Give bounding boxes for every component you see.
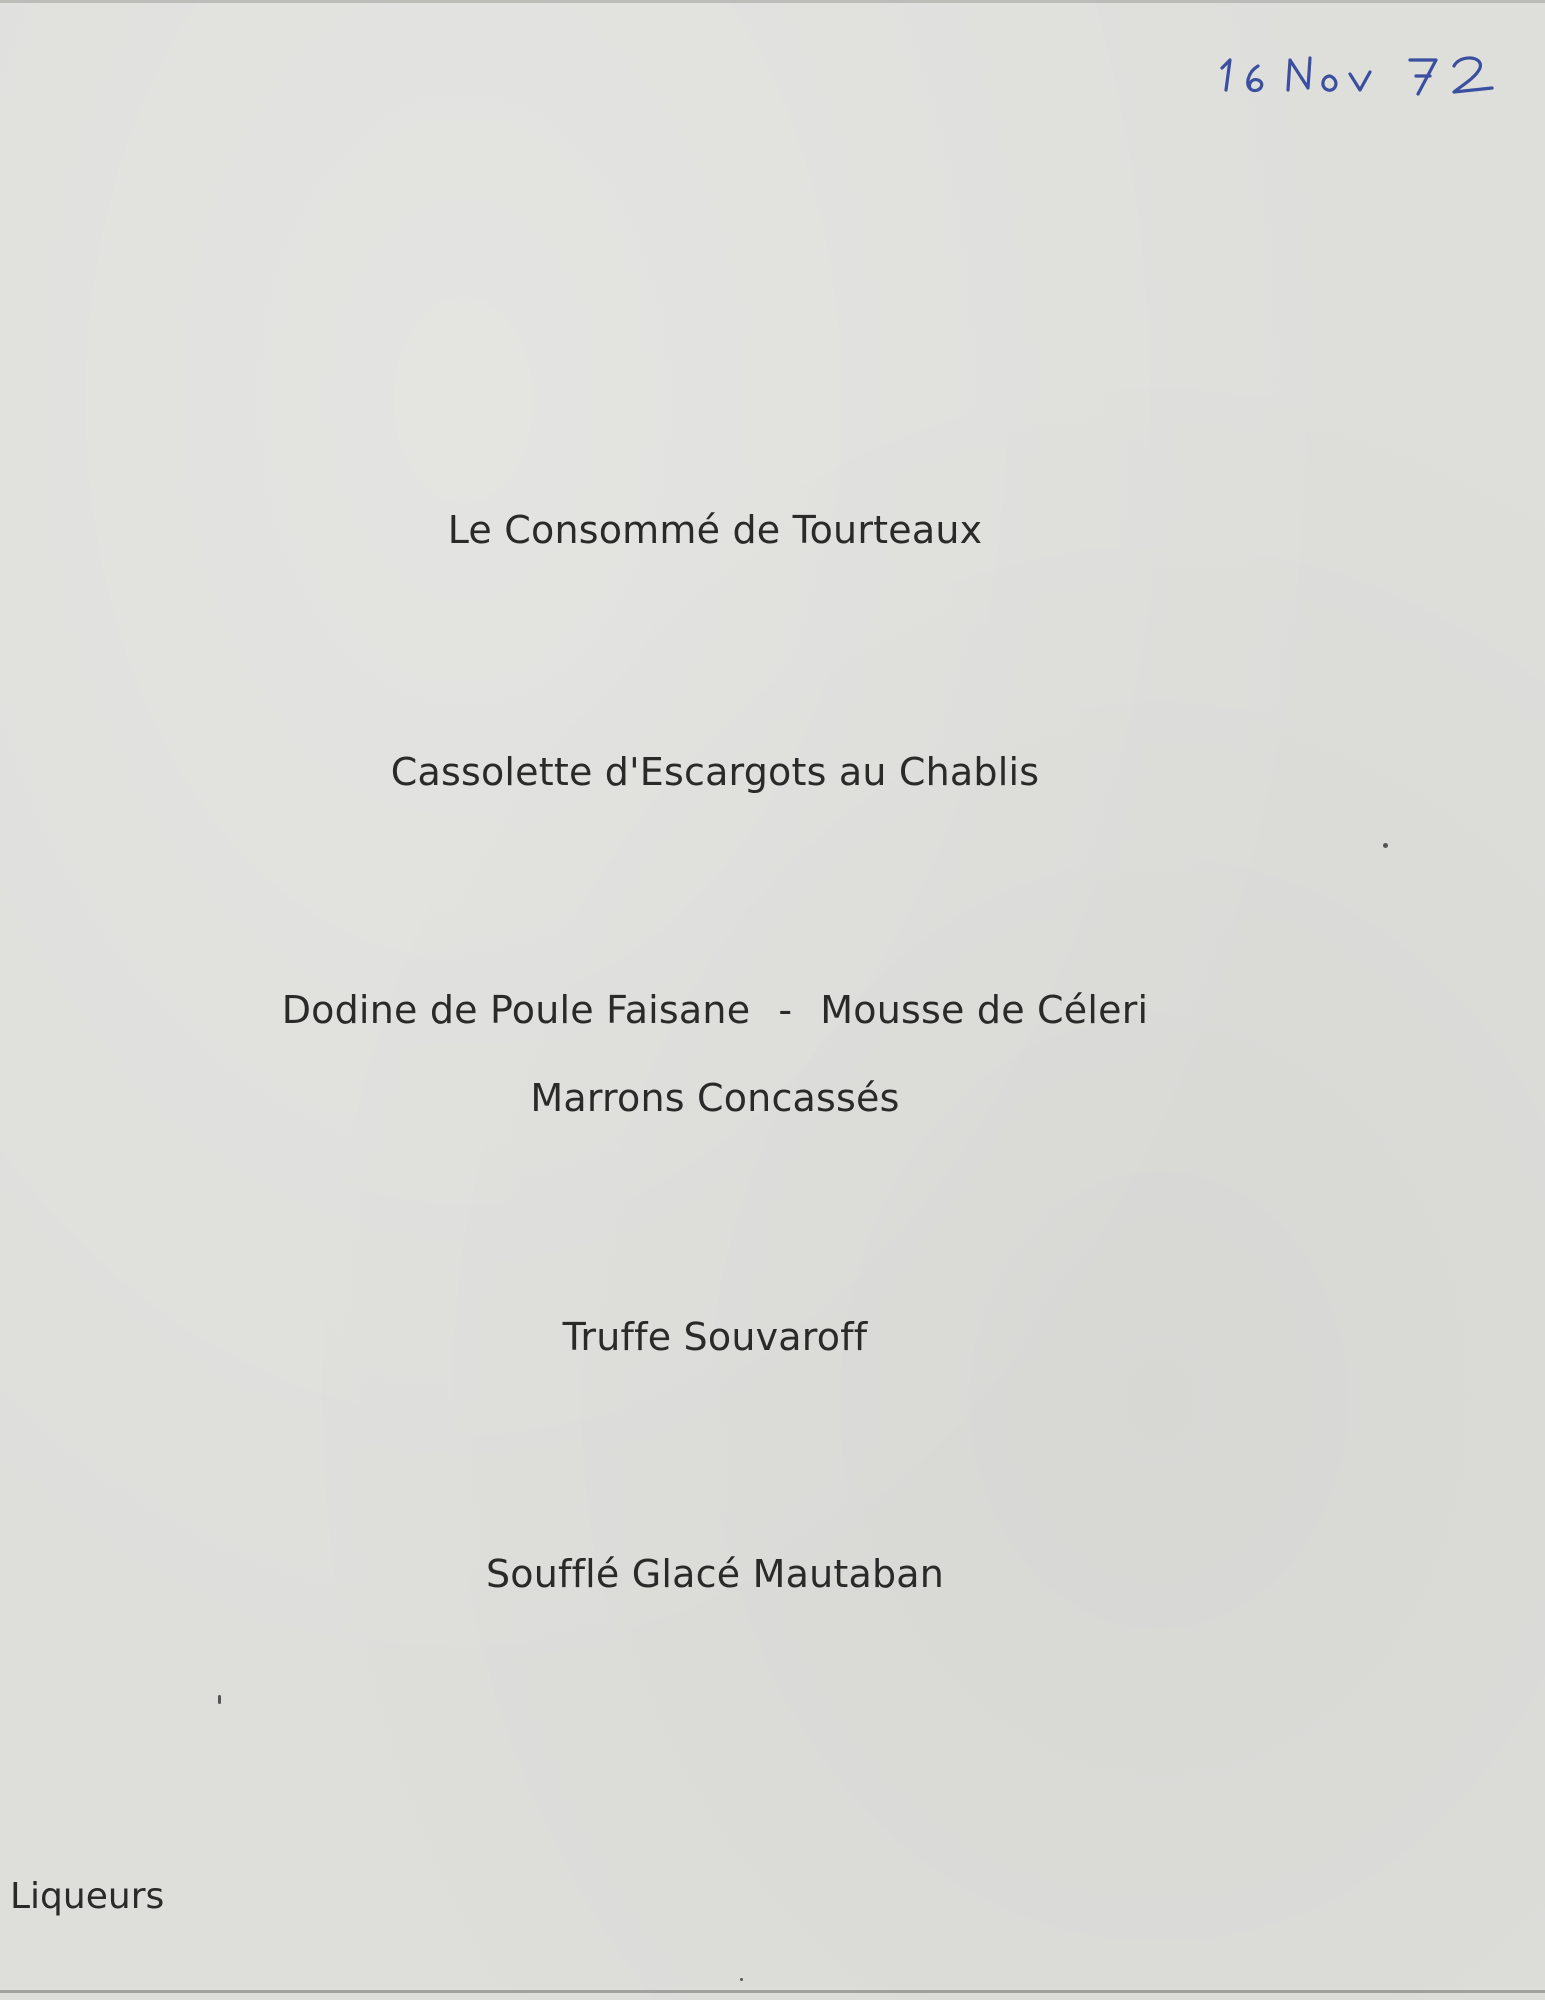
paper-speck — [740, 1978, 743, 1981]
bottom-paper-edge — [0, 1990, 1545, 1993]
top-paper-edge — [0, 0, 1545, 3]
paper-speck — [1383, 843, 1388, 848]
side-dish-label: Mousse de Céleri — [820, 988, 1149, 1032]
paper-speck — [218, 1695, 221, 1704]
menu-course-main-garnish: Marrons Concassés — [530, 1076, 900, 1120]
liqueurs-label: Liqueurs — [10, 1876, 165, 1917]
handwritten-date-annotation — [1210, 38, 1530, 108]
menu-course-escargots: Cassolette d'Escargots au Chablis — [390, 750, 1040, 794]
handwritten-date-image — [1210, 38, 1530, 108]
menu-course-main — [0, 988, 1430, 1032]
menu-course-truffle: Truffe Souvaroff — [562, 1315, 868, 1359]
main-dish-label: Dodine de Poule Faisane — [281, 988, 751, 1032]
menu-course-dessert: Soufflé Glacé Mautaban — [485, 1552, 945, 1596]
course-separator: - — [778, 988, 793, 1032]
menu-course-starter: Le Consommé de Tourteaux — [447, 508, 983, 552]
